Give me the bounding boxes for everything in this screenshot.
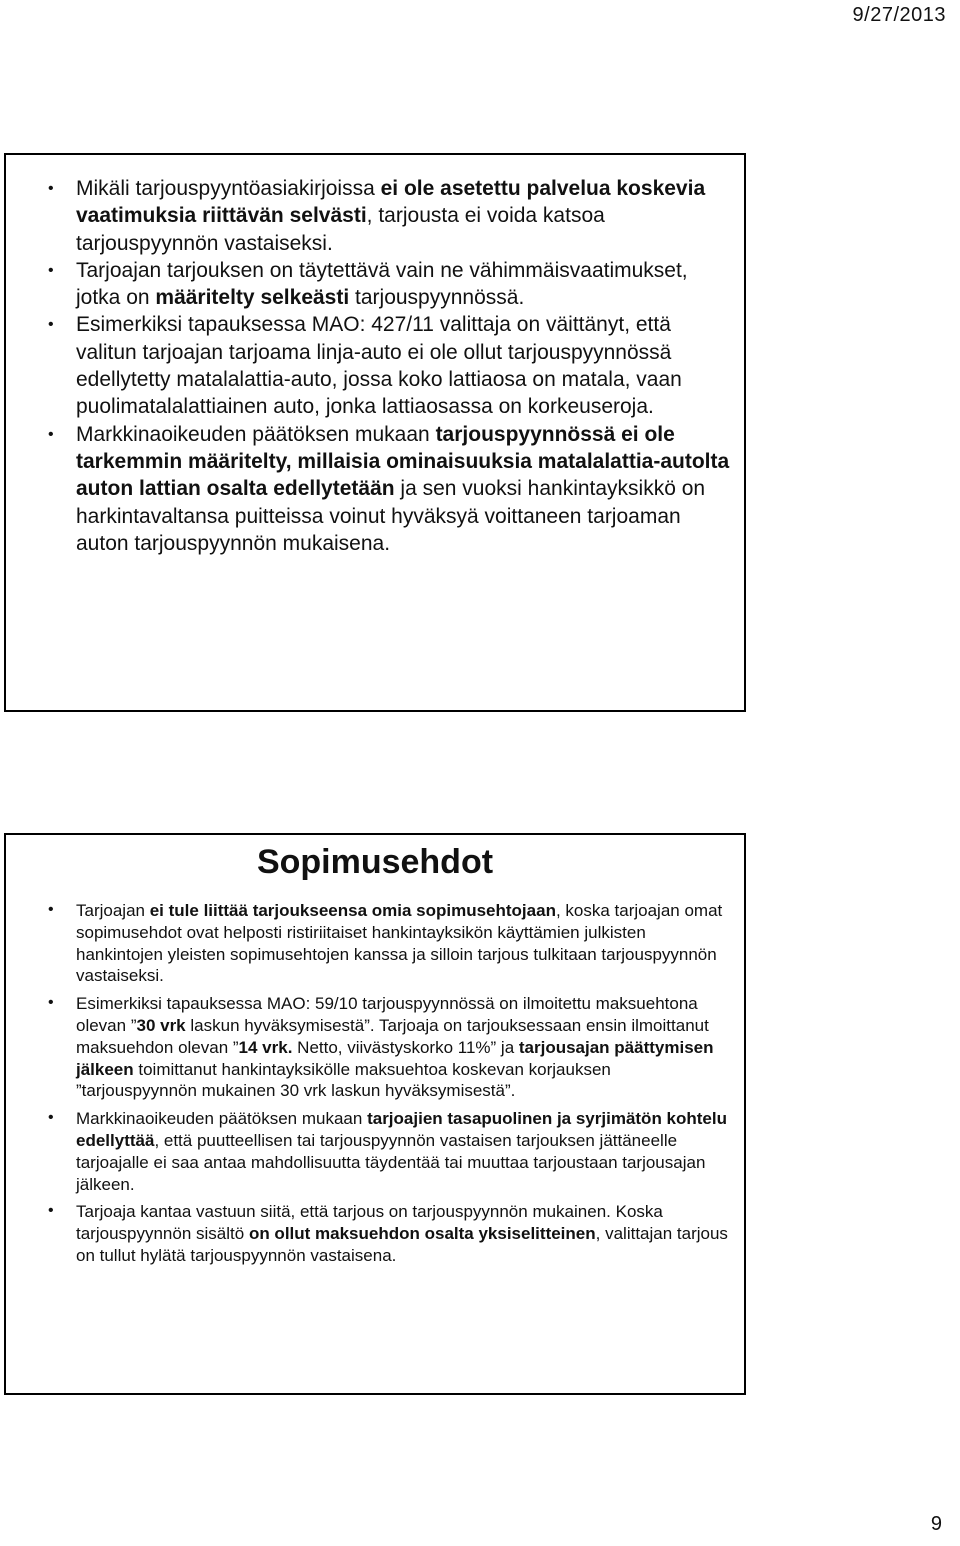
text-run: Mikäli tarjouspyyntöasiakirjoissa xyxy=(76,177,381,200)
list-item xyxy=(6,1201,744,1266)
text-run: , koska tarjoajan omat sopimusehdot ovat helposti ristiriitaiset hankintayksikön käyttämien julkisten hankintojen yleisten sopimusehtojen kanssa ja silloin tarjous tulkitaan tarjouspyynnön vastaiseksi. xyxy=(76,901,723,986)
text-run: , tarjousta ei voida katsoa tarjouspyynnön vastaiseksi. xyxy=(76,204,605,255)
text-run: Markkinaoikeuden päätöksen mukaan xyxy=(76,1109,368,1129)
bullet-marker: • xyxy=(48,180,54,197)
text-run: Tarjoajan tarjouksen on täytettävä vain ne vähimmäisvaatimukset, jotka on xyxy=(76,258,688,310)
bullet-text xyxy=(76,1109,727,1193)
bold-text-run: määritelty selkeästi xyxy=(155,286,350,310)
bullet-text xyxy=(76,177,705,255)
text-run: Tarjoaja kantaa vastuun siitä, että tarjous on tarjouspyynnön mukainen. Koska tarjouspyynnön sisältö xyxy=(76,1202,663,1244)
bullet-marker: • xyxy=(48,316,54,334)
bullet-marker: • xyxy=(48,1202,54,1220)
bullet-marker: • xyxy=(48,261,54,279)
text-run: Esimerkiksi tapauksessa MAO: 59/10 tarjouspyynnössä on ilmoitettu maksuehtona olevan ” xyxy=(76,994,698,1035)
bullet-marker: • xyxy=(48,901,54,918)
text-run: , että puutteellisen tai tarjouspyynnön vastaisen tarjouksen jättäneelle tarjoajalle ei saa antaa mahdollisuutta täydentää tai muuttaa tarjoustaan tarjousajan jälkeen. xyxy=(76,1130,706,1194)
bullet-text xyxy=(76,901,722,985)
text-run: toimittanut hankintayksikölle maksuehtoa koskevan korjauksen ”tarjouspyynnön mukainen 30 vrk laskun hyväksymisestä”. xyxy=(76,1059,611,1101)
list-item xyxy=(6,175,744,257)
bold-text-run: ei ole asetettu palvelua koskevia vaatimuksia riittävän selvästi xyxy=(76,177,706,228)
list-item xyxy=(6,1108,744,1195)
bullet-list xyxy=(6,900,744,1273)
slide-requirements xyxy=(4,153,746,712)
text-run: laskun hyväksymisestä”. Tarjoaja on tarjouksessaan ensin ilmoittanut maksuehdon olevan ” xyxy=(76,1015,709,1057)
bullet-text xyxy=(76,994,714,1100)
list-item xyxy=(6,311,744,420)
page-number: 9 xyxy=(930,1513,942,1535)
bold-text-run: ei tule liittää tarjoukseensa omia sopimusehtojaan xyxy=(149,901,556,920)
bullet-text xyxy=(76,1202,728,1265)
text-run: Esimerkiksi tapauksessa MAO: 427/11 valittaja on väittänyt, että valitun tarjoajan tarjoama linja-auto ei ole ollut tarjouspyynnössä edellytetty matalalattia-auto, jossa koko lattiaosa on matala, vaan puolimatalalattiainen auto, jonka lattiaosassa on korkeuseroja. xyxy=(76,313,682,419)
bullet-marker: • xyxy=(48,425,54,443)
text-run: Tarjoajan xyxy=(76,901,150,920)
bullet-list xyxy=(6,175,744,557)
text-run: tarjouspyynnössä. xyxy=(349,286,525,310)
text-run: Netto, viivästyskorko 11%” ja xyxy=(292,1037,519,1057)
list-item xyxy=(6,421,744,557)
bold-text-run: 14 vrk. xyxy=(238,1037,293,1057)
bullet-text xyxy=(76,313,682,418)
bold-text-run: tarjousajan päättymisen jälkeen xyxy=(76,1037,714,1079)
bullet-marker: • xyxy=(48,1109,54,1127)
text-run: ja sen vuoksi hankintayksikkö on harkintavaltansa puitteissa voinut hyväksyä voittaneen tarjoaman auton tarjouspyynnön mukaisena. xyxy=(76,477,706,555)
list-item xyxy=(6,257,744,312)
slide-title: Sopimusehdot xyxy=(256,843,494,881)
text-run: Markkinaoikeuden päätöksen mukaan xyxy=(76,422,436,446)
list-item xyxy=(6,900,744,987)
bold-text-run: on ollut maksuehdon osalta yksiselitteinen xyxy=(248,1224,596,1244)
header-date: 9/27/2013 xyxy=(852,4,946,26)
bullet-text xyxy=(76,259,688,309)
list-item xyxy=(6,993,744,1102)
bullet-marker: • xyxy=(48,994,54,1012)
text-run: , valittajan tarjous on tullut hylätä tarjouspyynnön vastaisena. xyxy=(76,1224,728,1265)
bold-text-run: tarjoajien tasapuolinen ja syrjimätön kohtelu edellyttää xyxy=(76,1109,727,1150)
slide-contract-terms xyxy=(4,833,746,1395)
bullet-text xyxy=(76,423,729,555)
bold-text-run: 30 vrk xyxy=(136,1015,186,1035)
bold-text-run: tarjouspyynnössä ei ole tarkemmin määritelty, millaisia ominaisuuksia matalalattia-autolta auton lattian osalta edellytetään xyxy=(76,422,730,501)
